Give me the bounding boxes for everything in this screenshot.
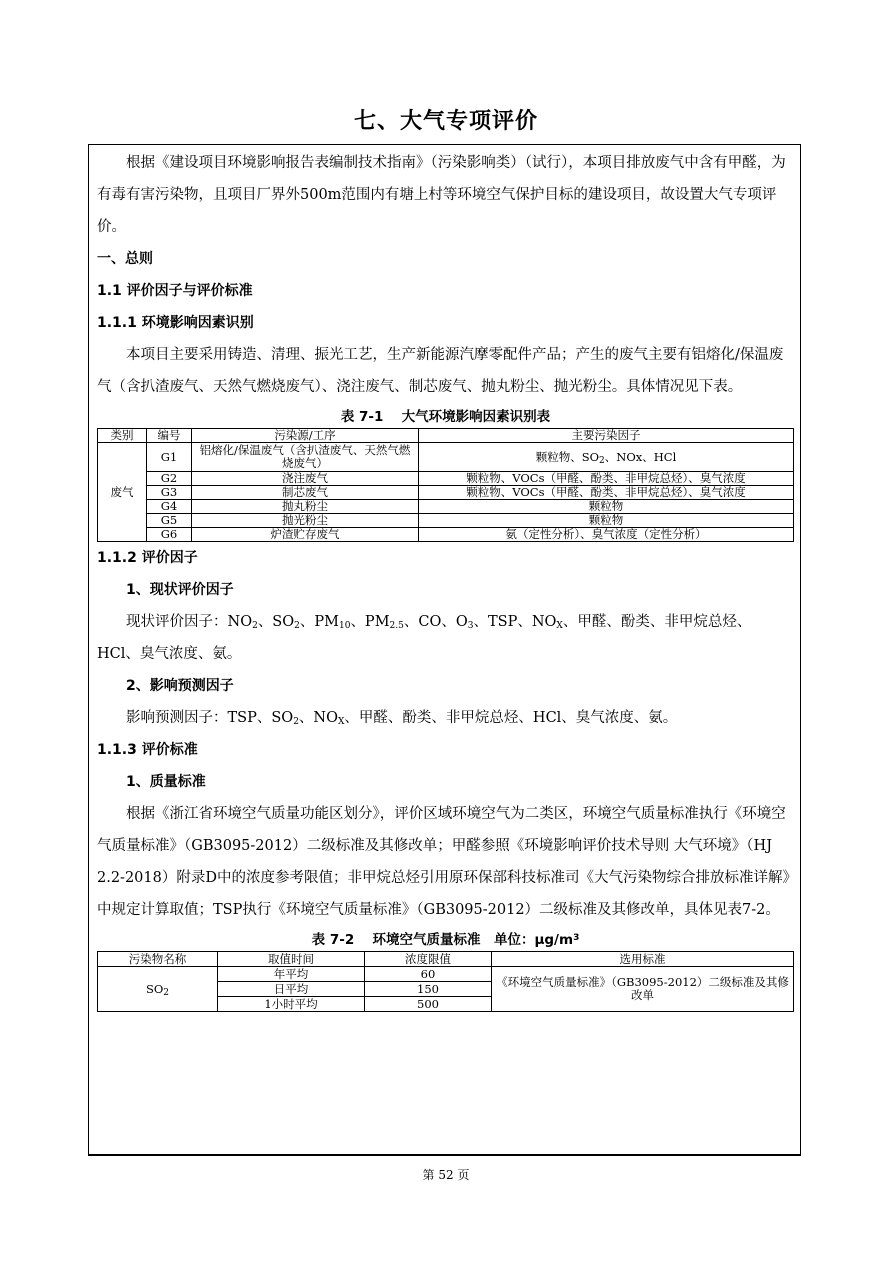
content-frame <box>88 144 801 1156</box>
factor-text: 、NOx、HCl <box>604 449 677 464</box>
table-row <box>98 443 794 472</box>
factor-cell: 氨（定性分析）、臭气浓度（定性分析） <box>419 528 794 542</box>
table-row <box>98 486 794 500</box>
subscript: 2 <box>294 621 300 631</box>
caption-text: 表 7-2 环境空气质量标准 单位： <box>311 932 535 948</box>
time-cell: 1小时平均 <box>218 997 365 1012</box>
table-impact-factors <box>97 428 794 542</box>
current-factors-paragraph <box>97 606 794 670</box>
subscript: 2 <box>293 717 299 727</box>
limit-cell: 150 <box>365 982 492 997</box>
text: 现状评价因子： <box>126 614 228 630</box>
content-body <box>97 147 794 1012</box>
subscript: 10 <box>338 621 351 631</box>
id-cell: G6 <box>147 528 192 542</box>
heading-1-1: 1.1 评价因子与评价标准 <box>97 283 253 299</box>
text: 、甲醛、酚类、非甲烷总烃、HCl、臭气浓度、氨。 <box>97 614 752 662</box>
table-air-quality-standard <box>97 951 794 1012</box>
source-cell: 抛光粉尘 <box>192 514 419 528</box>
subscript: 2 <box>163 987 170 998</box>
table1-caption: 表 7-1 大气环境影响因素识别表 <box>340 409 551 425</box>
heading-1-1-2: 1.1.2 评价因子 <box>97 550 198 566</box>
heading-1-1-3: 1.1.3 评价标准 <box>97 742 198 758</box>
intro-paragraph: 根据《建设项目环境影响报告表编制技术指南》（污染影响类）（试行），本项目排放废气中含有甲醛，为有毒有害污染物，且项目厂界外500m范围内有塘上村等环境空气保护目标的建设项目，故设置大气专项评价。 <box>97 155 786 235</box>
predict-factors-paragraph <box>97 702 794 734</box>
text: 、PM <box>350 614 390 630</box>
limit-cell: 500 <box>365 997 492 1012</box>
id-cell: G1 <box>147 443 192 472</box>
id-cell: G5 <box>147 514 192 528</box>
paragraph-1-1-1: 本项目主要采用铸造、清理、振光工艺，生产新能源汽摩零配件产品；产生的废气主要有铝熔化/保温废气（含扒渣废气、天然气燃烧废气）、浇注废气、制芯废气、抛丸粉尘、抛光粉尘。具体情况见下表。 <box>97 347 784 395</box>
source-cell: 铝熔化/保温废气（含扒渣废气、天然气燃烧废气） <box>192 443 419 472</box>
subscript: 3 <box>467 621 474 631</box>
factor-cell: 颗粒物 <box>419 514 794 528</box>
caption-unit: μg/m <box>534 932 574 948</box>
time-cell: 日平均 <box>218 982 365 997</box>
quality-standard-paragraph: 根据《浙江省环境空气质量功能区划分》，评价区域环境空气为二类区，环境空气质量标准执行《环境空气质量标准》（GB3095-2012）二级标准及其修改单；甲醛参照《环境影响评价技术导则 大气环境》（HJ 2.2-2018）附录D中的浓度参考限值；非甲烷总烃引用原环保部科技标准司《大气污染物综合排放标准详解》中规定计算取值；TSP执行《环境空气质量标准》（GB3095-2012）二级标准及其修改单，具体见表7-2。 <box>97 806 790 918</box>
text: NO <box>227 614 253 630</box>
text: 、NO <box>298 710 338 726</box>
table-row <box>98 528 794 542</box>
factor-cell: 颗粒物 <box>419 500 794 514</box>
factor-cell: 颗粒物、VOCs（甲醛、酚类、非甲烷总烃）、臭气浓度 <box>419 486 794 500</box>
table-header-row <box>98 952 794 967</box>
pollutant-text: SO <box>145 981 164 996</box>
table-row <box>98 514 794 528</box>
subscript: 2.5 <box>389 621 404 631</box>
heading-general: 一、总则 <box>97 251 153 267</box>
factor-cell <box>419 443 794 472</box>
text: 、CO、O <box>403 614 468 630</box>
text: 、PM <box>299 614 339 630</box>
text: 、SO <box>257 614 295 630</box>
source-cell: 抛丸粉尘 <box>192 500 419 514</box>
subscript: 2 <box>599 455 605 466</box>
subscript: X <box>338 717 345 727</box>
standard-cell: 《环境空气质量标准》（GB3095-2012）二级标准及其修改单 <box>492 967 794 1012</box>
table-header-cell: 浓度限值 <box>365 952 492 967</box>
table-row <box>98 500 794 514</box>
heading-1-1-1: 1.1.1 环境影响因素识别 <box>97 315 254 331</box>
id-cell: G4 <box>147 500 192 514</box>
time-cell: 年平均 <box>218 967 365 982</box>
text: 、TSP、NO <box>473 614 557 630</box>
table-header-cell: 类别 <box>98 429 147 443</box>
text: 、甲醛、酚类、非甲烷总烃、HCl、臭气浓度、氨。 <box>344 710 678 726</box>
limit-cell: 60 <box>365 967 492 982</box>
table-row <box>98 967 794 982</box>
source-cell: 制芯废气 <box>192 486 419 500</box>
pollutant-cell <box>98 967 218 1012</box>
source-cell: 浇注废气 <box>192 472 419 486</box>
factor-text: 颗粒物、SO <box>535 449 600 464</box>
table-header-cell: 选用标准 <box>492 952 794 967</box>
table-header-row <box>98 429 794 443</box>
table-header-cell: 污染源/工序 <box>192 429 419 443</box>
category-cell: 废气 <box>98 443 147 542</box>
page-number: 第 52 页 <box>422 1168 470 1182</box>
table-header-cell: 污染物名称 <box>98 952 218 967</box>
table-header-cell: 主要污染因子 <box>419 429 794 443</box>
table2-caption <box>97 929 794 951</box>
superscript: 3 <box>573 933 580 943</box>
factor-cell: 颗粒物、VOCs（甲醛、酚类、非甲烷总烃）、臭气浓度 <box>419 472 794 486</box>
page-title: 七、大气专项评价 <box>353 109 538 134</box>
id-cell: G2 <box>147 472 192 486</box>
id-cell: G3 <box>147 486 192 500</box>
source-cell: 炉渣贮存废气 <box>192 528 419 542</box>
subscript: 2 <box>252 621 258 631</box>
table-header-cell: 取值时间 <box>218 952 365 967</box>
heading-quality-standard: 1、质量标准 <box>126 774 206 790</box>
heading-predict-factors: 2、影响预测因子 <box>126 678 234 694</box>
subscript: X <box>556 621 563 631</box>
heading-current-factors: 1、现状评价因子 <box>126 582 234 598</box>
table-header-cell: 编号 <box>147 429 192 443</box>
table-row <box>98 472 794 486</box>
text: 影响预测因子：TSP、SO <box>126 710 294 726</box>
